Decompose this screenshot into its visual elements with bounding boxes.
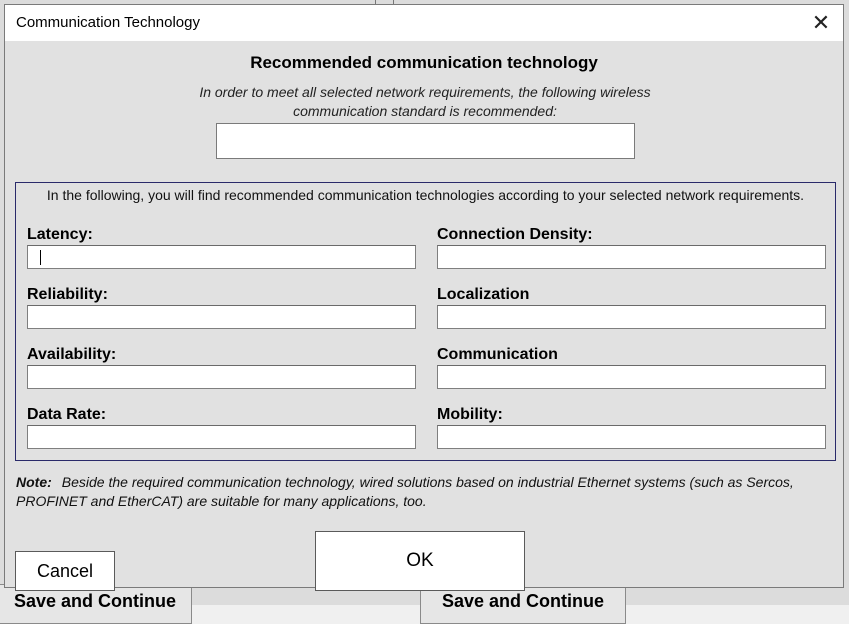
mobility-label: Mobility:: [437, 406, 503, 423]
availability-field[interactable]: [27, 365, 416, 389]
close-icon[interactable]: ✕: [811, 10, 831, 35]
requirements-frame: [15, 182, 836, 461]
mobility-field[interactable]: [437, 425, 826, 449]
text-caret: [40, 250, 41, 265]
connection-density-label: Connection Density:: [437, 226, 593, 243]
localization-field[interactable]: [437, 305, 826, 329]
reliability-field[interactable]: [27, 305, 416, 329]
ok-button[interactable]: OK: [315, 531, 525, 591]
recommended-standard-field[interactable]: [216, 123, 635, 159]
recommendation-heading: Recommended communication technology: [250, 53, 598, 72]
availability-label: Availability:: [27, 346, 117, 363]
title-bar: [5, 5, 843, 41]
communication-label: Communication: [437, 346, 558, 363]
latency-label: Latency:: [27, 226, 93, 243]
background-save-continue-button[interactable]: Save and Continue: [0, 584, 192, 624]
window-title: Communication Technology: [16, 14, 200, 31]
data-rate-label: Data Rate:: [27, 406, 107, 423]
background-save-continue-button-2[interactable]: Save and Continue: [420, 584, 626, 624]
cancel-button[interactable]: Cancel: [15, 551, 115, 591]
latency-field[interactable]: [27, 245, 416, 269]
communication-field[interactable]: [437, 365, 826, 389]
requirements-intro: In the following, you will find recommended communication technologies according to your selected network requirements.: [46, 187, 805, 203]
connection-density-field[interactable]: [437, 245, 826, 269]
data-rate-field[interactable]: [27, 425, 416, 449]
communication-technology-dialog: [4, 4, 844, 588]
note-text: [16, 473, 831, 511]
note-label: Note:: [16, 474, 52, 490]
localization-label: Localization: [437, 286, 530, 303]
reliability-label: Reliability:: [27, 286, 108, 303]
recommendation-intro: In order to meet all selected network requirements, the following wireless communication standard is recommended:: [199, 84, 651, 119]
note-body: Beside the required communication technology, wired solutions based on industrial Ethernet systems (such as Sercos, PROFINET and EtherCAT) are suitable for many applications, too.: [16, 474, 794, 509]
